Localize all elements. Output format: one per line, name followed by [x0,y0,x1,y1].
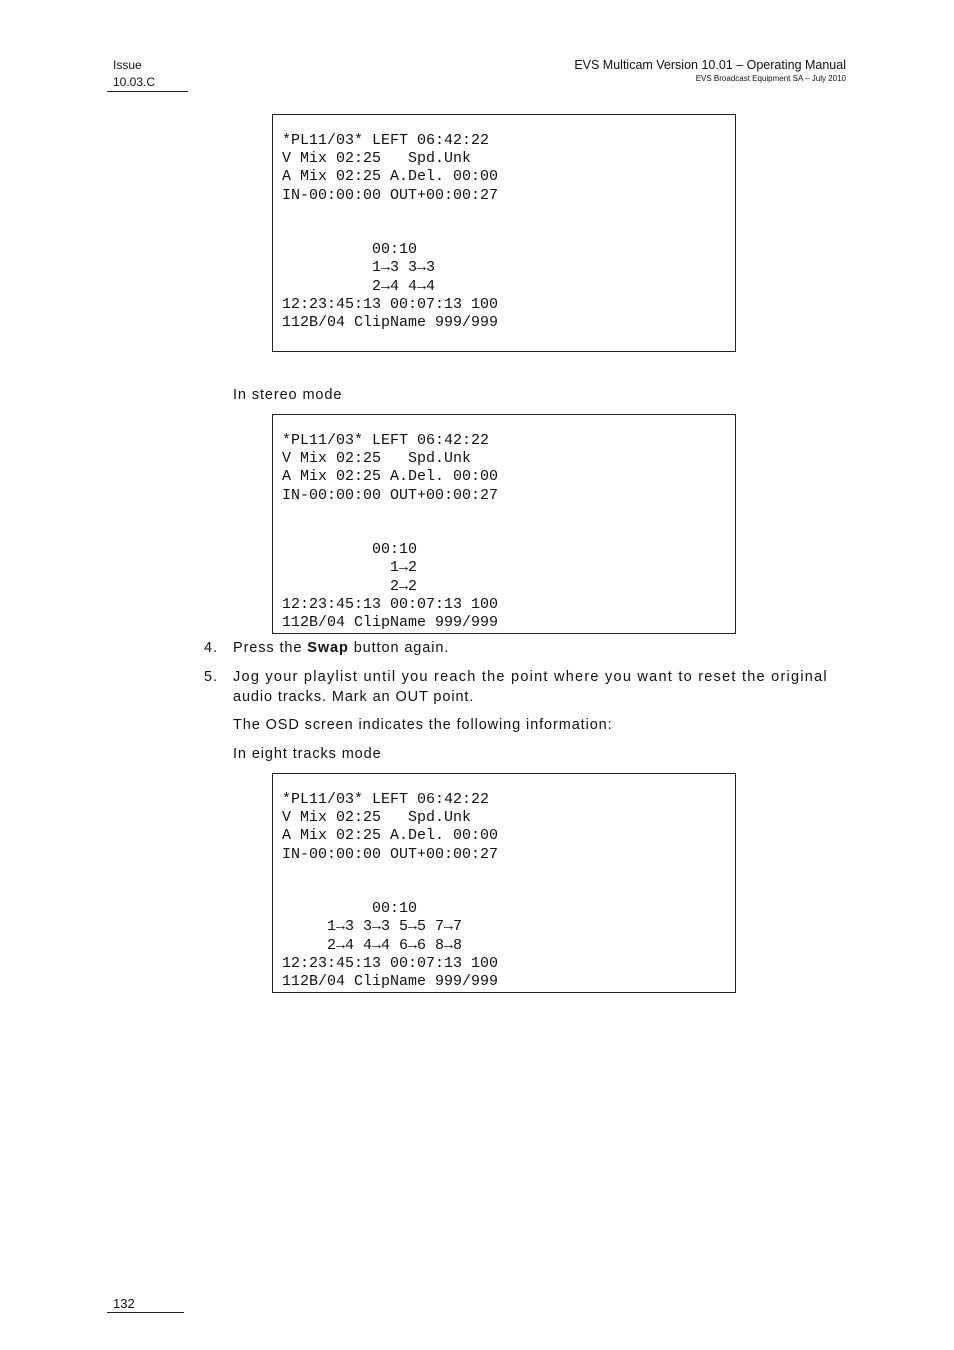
step-5-line-2: audio tracks. Mark an OUT point. [233,689,475,705]
osd-line: 112B/04 ClipName 999/999 [282,972,499,990]
osd-line: 2→4 4→4 [282,277,436,295]
osd-line: V Mix 02:25 Spd.Unk [282,150,472,168]
osd-line: V Mix 02:25 Spd.Unk [282,450,472,468]
issue-block [107,57,188,92]
osd-line: *PL11/03* LEFT 06:42:22 [282,791,490,808]
osd-line: V Mix 02:25 Spd.Unk [282,809,472,827]
step-4-text [233,638,449,658]
eight-tracks-mode-heading: In eight tracks mode [233,746,382,762]
osd-line [282,864,735,882]
osd-line: 1→2 [282,559,418,577]
osd-line: A Mix 02:25 A.Del. 00:00 [282,168,499,186]
issue-label: Issue [113,58,142,72]
swap-button-reference: Swap [307,640,349,656]
osd-screen-box [272,414,736,634]
document-header [574,57,846,84]
document-title: EVS Multicam Version 10.01 – Operating Manual [574,58,846,72]
osd-line: 00:10 [282,900,418,918]
osd-line: *PL11/03* LEFT 06:42:22 [282,432,490,449]
osd-line: 1→3 3→3 [282,259,436,277]
issue-number: 10.03.C [113,75,156,89]
osd-line: 2→2 [282,577,418,595]
step-5-line-1: Jog your playlist until you reach the point where you want to reset the original [233,669,828,685]
step-number: 5. [204,669,218,685]
osd-line [282,523,735,541]
osd-line: 112B/04 ClipName 999/999 [282,613,499,631]
step-number: 4. [204,640,218,656]
osd-line: 112B/04 ClipName 999/999 [282,313,499,331]
osd-line: *PL11/03* LEFT 06:42:22 [282,132,490,149]
osd-line [282,505,735,523]
step-4-text-before: Press the [233,640,308,656]
page-number: 132 [107,1295,184,1313]
document-subtitle: EVS Broadcast Equipment SA – July 2010 [695,74,846,83]
osd-indicates-text: The OSD screen indicates the following information: [233,717,613,733]
osd-line: 00:10 [282,241,418,259]
osd-line: IN-00:00:00 OUT+00:00:27 [282,486,499,504]
osd-screen-box [272,773,736,993]
osd-line: A Mix 02:25 A.Del. 00:00 [282,827,499,845]
osd-line: 00:10 [282,541,418,559]
stereo-mode-heading: In stereo mode [233,387,343,403]
osd-line: A Mix 02:25 A.Del. 00:00 [282,468,499,486]
osd-line: 12:23:45:13 00:07:13 100 [282,295,499,313]
osd-line: 1→3 3→3 5→5 7→7 [282,918,463,936]
osd-screen-box [272,114,736,352]
osd-line: 2→4 4→4 6→6 8→8 [282,936,463,954]
osd-line [282,205,735,223]
osd-line: 12:23:45:13 00:07:13 100 [282,595,499,613]
osd-line: IN-00:00:00 OUT+00:00:27 [282,845,499,863]
step-4-text-after: button again. [348,640,450,656]
osd-line [282,223,735,241]
osd-line: IN-00:00:00 OUT+00:00:27 [282,186,499,204]
osd-line [282,882,735,900]
osd-line: 12:23:45:13 00:07:13 100 [282,954,499,972]
